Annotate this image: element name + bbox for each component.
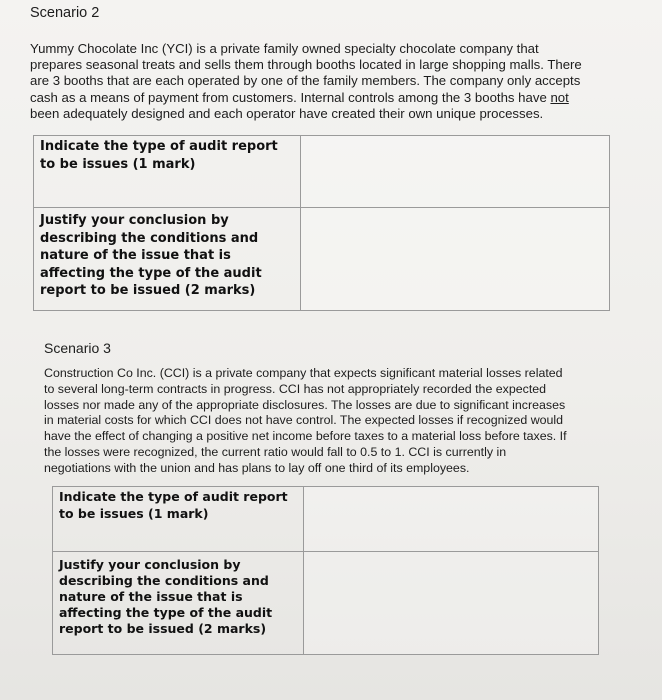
question-justify-conclusion: Justify your conclusion by describing the conditions and nature of the issue that is affecting the type of the audit report to be issued (2 marks) <box>40 213 262 298</box>
scenario-3-line-7: negotiations with the union and has plans to lay off one third of its employees. <box>44 460 470 475</box>
scenario-3-line-3: losses nor made any of the appropriate disclosures. The losses are due to significant increases <box>44 397 566 412</box>
scenario-2-line-2: prepares seasonal treats and sells them through booths located in large shopping malls. There <box>30 57 582 73</box>
scenario-3-line-2: to several long-term contracts in progress. CCI has not appropriately recorded the expected <box>44 381 547 396</box>
answer-cell[interactable] <box>301 136 610 208</box>
question-cell <box>34 208 301 311</box>
scenario-3-line-1: Construction Co Inc. (CCI) is a private company that expects significant material losses related <box>44 366 563 380</box>
scenario-2-heading: Scenario 2 <box>30 5 100 21</box>
question-audit-report-type: Indicate the type of audit report to be issues (1 mark) <box>59 489 288 521</box>
scenario-3-line-4: in material costs for which CCI does not have control. The expected losses if recognized would <box>44 413 564 428</box>
table-row <box>53 552 599 655</box>
scenario-3-question-table <box>52 486 599 655</box>
answer-cell[interactable] <box>304 552 599 655</box>
question-justify-conclusion: Justify your conclusion by describing the conditions and nature of the issue that is affecting the type of the audit report to be issued (2 marks) <box>59 557 273 636</box>
scenario-2-text <box>30 41 582 122</box>
answer-cell[interactable] <box>301 208 610 311</box>
answer-cell[interactable] <box>304 487 599 552</box>
scenario-2-line-1: Yummy Chocolate Inc (YCI) is a private family owned specialty chocolate company that <box>30 41 539 56</box>
scenario-3-line-6: the losses were recognized, the current ratio would fall to 0.5 to 1. CCI is currently in <box>44 444 507 459</box>
question-cell <box>53 487 304 552</box>
question-cell <box>34 136 301 208</box>
scenario-3-text <box>44 366 567 477</box>
scenario-3-heading: Scenario 3 <box>44 340 111 356</box>
question-audit-report-type: Indicate the type of audit report to be issues (1 mark) <box>40 139 278 172</box>
table-row <box>53 487 599 552</box>
scenario-2-underlined-not: not <box>550 89 569 105</box>
scenario-2-line-3: are 3 booths that are each operated by one of the family members. The company only accepts <box>30 73 581 89</box>
table-row <box>34 136 610 208</box>
scenario-2-line-4: cash as a means of payment from customers. Internal controls among the 3 booths have <box>30 89 551 105</box>
question-cell <box>53 552 304 655</box>
scenario-2-question-table <box>33 135 610 311</box>
scenario-2-line-5: been adequately designed and each operator have created their own unique processes. <box>30 105 544 121</box>
table-row <box>34 208 610 311</box>
scenario-3-line-5: have the effect of changing a positive net income before taxes to a material loss before taxes. If <box>44 429 567 444</box>
